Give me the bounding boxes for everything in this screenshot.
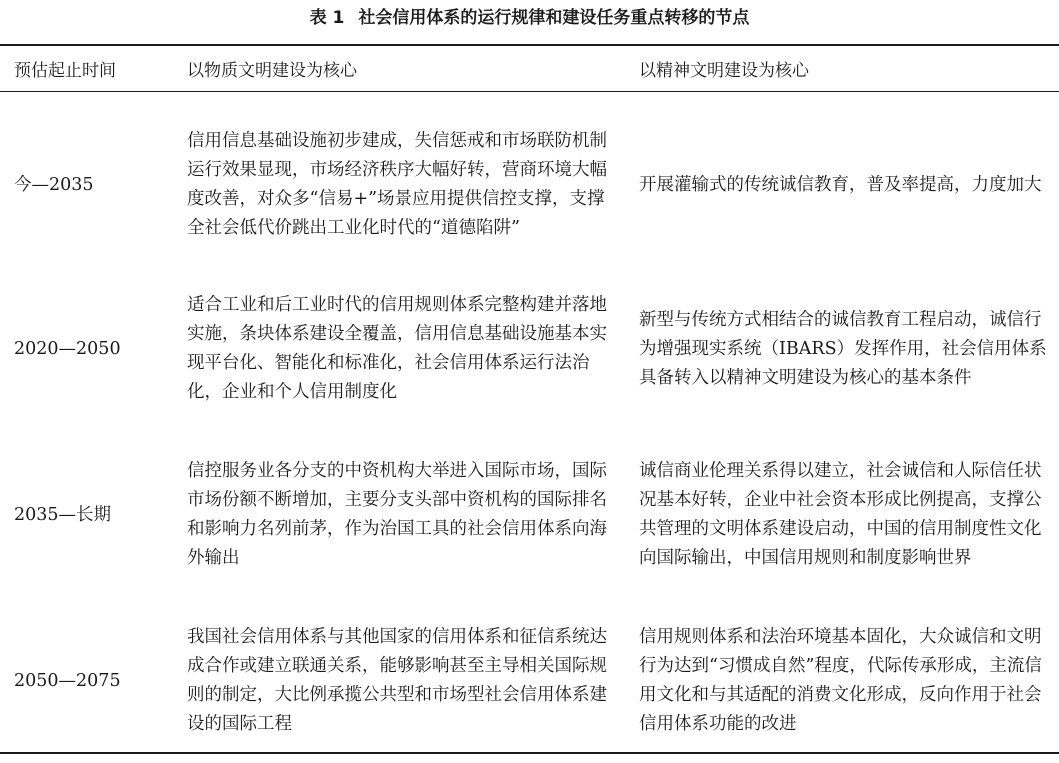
cell-period: 2035—长期 [14, 504, 112, 525]
cell-material: 我国社会信用体系与其他国家的信用体系和征信系统达成合作或建立联通关系，能够影响甚至主导相关国际规则的制定，大比例承揽公共型和市场型社会信用体系建设的国际工程 [187, 627, 607, 734]
table-title: 社会信用体系的运行规律和建设任务重点转移的节点 [358, 8, 750, 28]
header-spiritual: 以精神文明建设为核心 [639, 61, 809, 81]
table-row [0, 420, 1059, 610]
cell-period: 2050—2075 [14, 670, 121, 691]
table-header-row [0, 45, 1059, 92]
cell-material: 信用信息基础设施初步建成，失信惩戒和市场联防机制运行效果显现，市场经济秩序大幅好转，营商环境大幅度改善，对众多“信易+”场景应用提供信控支撑，支撑全社会低代价跳出工业化时代的“道德陷阱” [187, 131, 607, 238]
cell-spiritual: 信用规则体系和法治环境基本固化，大众诚信和文明行为达到“习惯成自然”程度，代际传承形成，主流信用文化和与其适配的消费文化形成，反向作用于社会信用体系功能的改进 [639, 627, 1042, 734]
table-row [0, 92, 1059, 279]
table-row [0, 610, 1059, 753]
cell-spiritual: 新型与传统方式相结合的诚信教育工程启动，诚信行为增强现实系统（IBARS）发挥作用，社会信用体系具备转入以精神文明建设为核心的基本条件 [639, 309, 1047, 388]
cell-material: 适合工业和后工业时代的信用规则体系完整构建并落地实施，条块体系建设全覆盖，信用信息基础设施基本实现平台化、智能化和标准化，社会信用体系运行法治化，企业和个人信用制度化 [187, 295, 607, 402]
header-period: 预估起止时间 [14, 61, 116, 81]
cell-material: 信控服务业各分支的中资机构大举进入国际市场，国际市场份额不断增加，主要分支头部中资机构的国际排名和影响力名列前茅，作为治国工具的社会信用体系向海外输出 [187, 461, 607, 568]
data-table [0, 44, 1059, 754]
header-material: 以物质文明建设为核心 [187, 61, 357, 81]
cell-spiritual: 诚信商业伦理关系得以建立，社会诚信和人际信任状况基本好转，企业中社会资本形成比例提高，支撑公共管理的文明体系建设启动，中国的信用制度性文化向国际输出，中国信用规则和制度影响世界 [639, 461, 1042, 568]
cell-period: 2020—2050 [14, 338, 121, 359]
table-row [0, 278, 1059, 420]
cell-period: 今—2035 [14, 174, 94, 195]
table-number: 表 1 [309, 8, 345, 28]
cell-spiritual: 开展灌输式的传统诚信教育，普及率提高，力度加大 [639, 174, 1042, 195]
table-caption [0, 6, 1059, 30]
table-container [0, 44, 1059, 754]
